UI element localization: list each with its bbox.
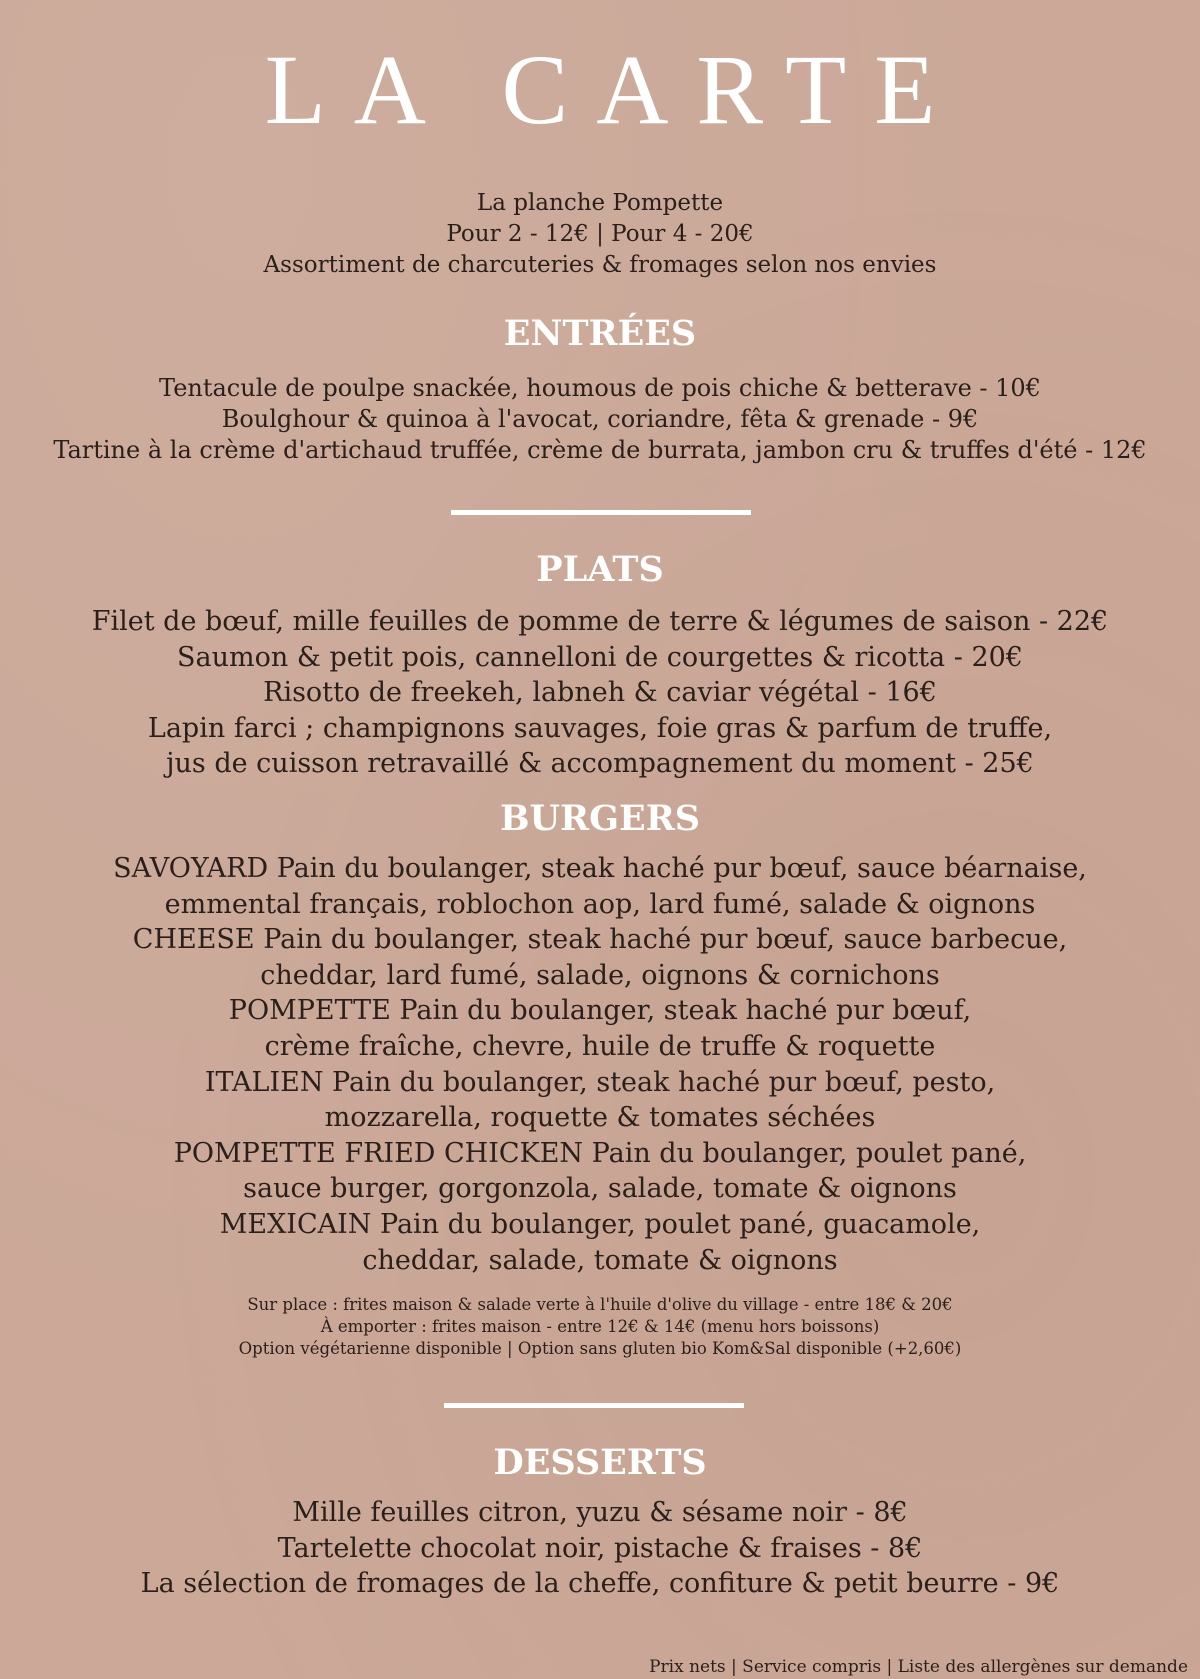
menu-item: Filet de bœuf, mille feuilles de pomme de terre & légumes de saison - 22€ — [91, 606, 1109, 637]
planche-block — [0, 188, 1200, 281]
menu-item: jus de cuisson retravaillé & accompagnement du moment - 25€ — [166, 748, 1034, 780]
planche-prices: Pour 2 - 12€ | Pour 4 - 20€ — [446, 221, 754, 247]
menu-item: POMPETTE Pain du boulanger, steak haché pur bœuf, — [228, 995, 972, 1027]
burger-note: À emporter : frites maison - entre 12€ & 14€ (menu hors boissons) — [320, 1317, 880, 1336]
menu-item: ITALIEN Pain du boulanger, steak haché pur bœuf, pesto, — [204, 1066, 996, 1098]
menu-item: SAVOYARD Pain du boulanger, steak haché pur bœuf, sauce béarnaise, — [113, 853, 1087, 884]
section-divider — [451, 510, 751, 515]
menu-item: Saumon & petit pois, cannelloni de courgettes & ricotta - 20€ — [177, 641, 1023, 673]
menu-item: Risotto de freekeh, labneh & caviar végétal - 16€ — [263, 677, 937, 709]
menu-item: Tartine à la crème d'artichaud truffée, crème de burrata, jambon cru & truffes d'été - 12€ — [53, 436, 1147, 464]
burgers-notes — [0, 1294, 1200, 1360]
plats-heading: PLATS — [536, 549, 664, 590]
desserts-list — [0, 1495, 1200, 1602]
menu-item: crème fraîche, chevre, huile de truffe & roquette — [264, 1030, 936, 1062]
menu-item: cheddar, salade, tomate & oignons — [362, 1244, 838, 1276]
menu-item: Boulghour & quinoa à l'avocat, coriandre, fêta & grenade - 9€ — [221, 405, 979, 433]
menu-title: LA CARTE — [264, 34, 964, 145]
section-divider — [444, 1403, 744, 1408]
desserts-heading: DESSERTS — [493, 1442, 707, 1483]
entrees-list — [0, 373, 1200, 466]
burgers-heading: BURGERS — [499, 798, 701, 839]
menu-item: POMPETTE FRIED CHICKEN Pain du boulanger, poulet pané, — [173, 1137, 1027, 1169]
planche-name: La planche Pompette — [476, 190, 724, 216]
menu-item: emmental français, roblochon aop, lard fumé, salade & oignons — [164, 888, 1036, 920]
menu-item: Tartelette chocolat noir, pistache & fraises - 8€ — [277, 1532, 923, 1564]
menu-item: sauce burger, gorgonzola, salade, tomate & oignons — [243, 1173, 957, 1205]
plats-list — [0, 604, 1200, 782]
burger-note: Option végétarienne disponible | Option sans gluten bio Kom&Sal disponible (+2,60€) — [238, 1339, 962, 1358]
entrees-heading: ENTRÉES — [503, 313, 697, 354]
menu-item: CHEESE Pain du boulanger, steak haché pur bœuf, sauce barbecue, — [132, 924, 1068, 956]
burgers-list — [0, 851, 1200, 1278]
menu-item: Tentacule de poulpe snackée, houmous de pois chiche & betterave - 10€ — [159, 374, 1041, 402]
menu-item: MEXICAIN Pain du boulanger, poulet pané, guacamole, — [219, 1208, 981, 1240]
menu-item: mozzarella, roquette & tomates séchées — [324, 1102, 876, 1134]
menu-item: Mille feuilles citron, yuzu & sésame noir - 8€ — [292, 1497, 908, 1528]
menu-footer: Prix nets | Service compris | Liste des allergènes sur demande — [649, 1657, 1188, 1677]
menu-item: La sélection de fromages de la cheffe, confiture & petit beurre - 9€ — [140, 1568, 1060, 1600]
menu-item: cheddar, lard fumé, salade, oignons & cornichons — [260, 959, 940, 991]
planche-description: Assortiment de charcuteries & fromages selon nos envies — [263, 252, 937, 278]
menu-item: Lapin farci ; champignons sauvages, foie gras & parfum de truffe, — [147, 712, 1053, 744]
burger-note: Sur place : frites maison & salade verte à l'huile d'olive du village - entre 18€ & 20€ — [247, 1295, 953, 1314]
